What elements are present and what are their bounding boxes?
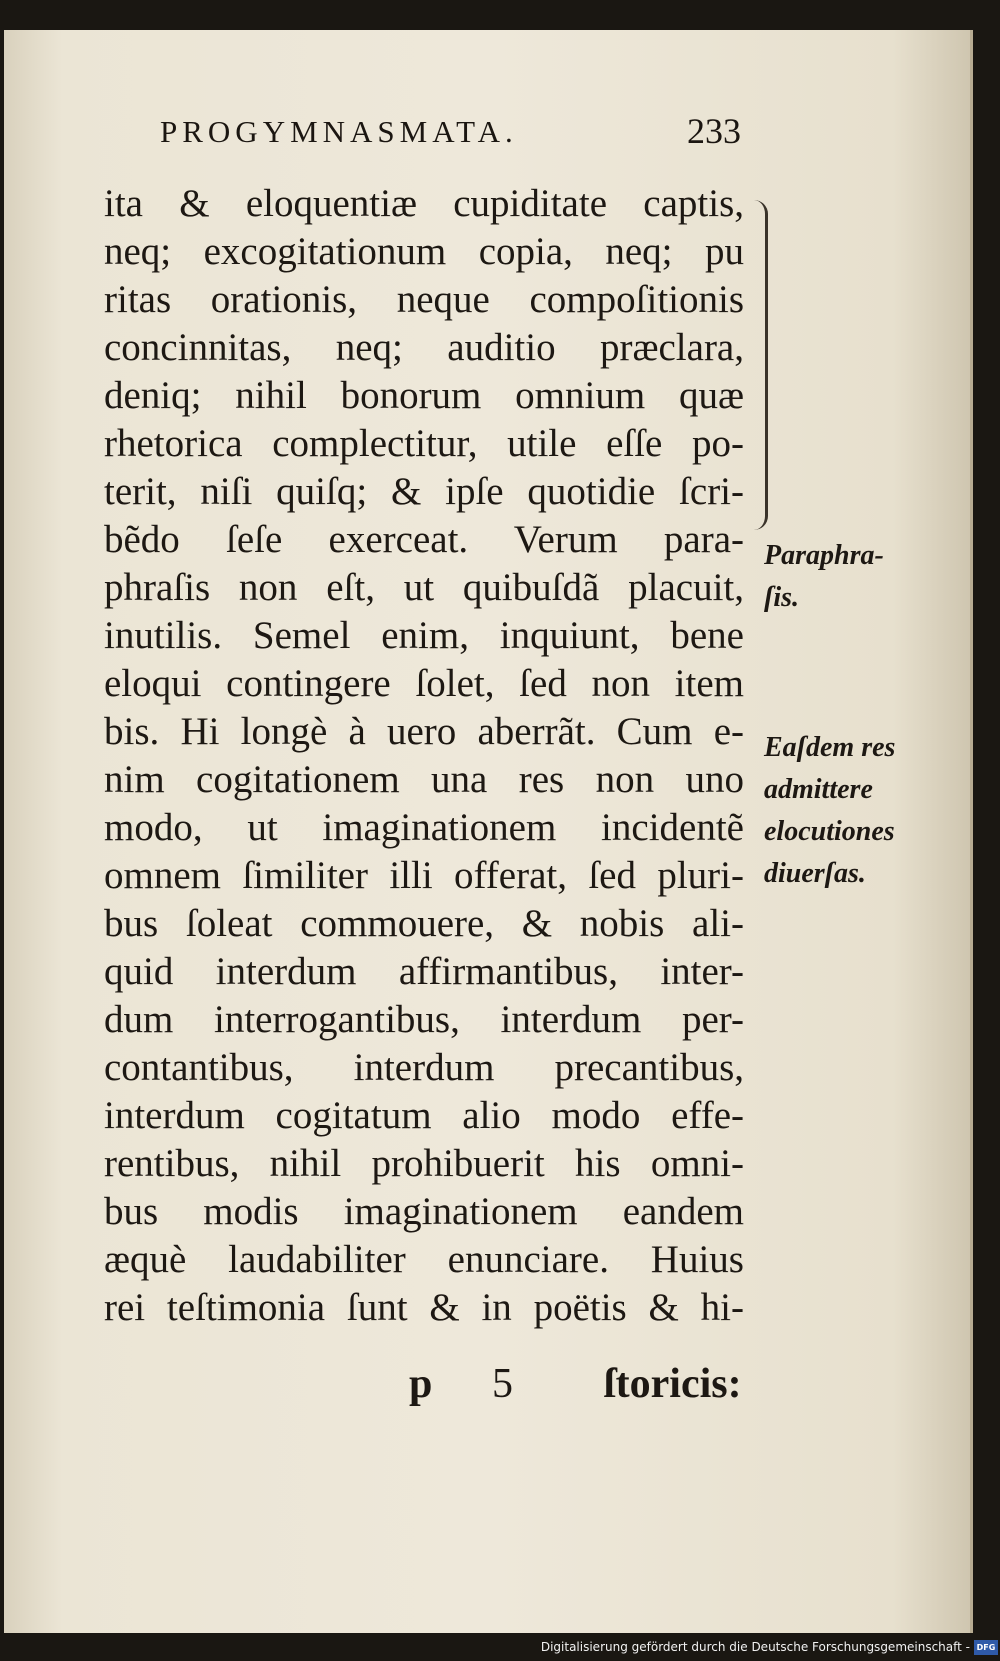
text-line: dum interrogantibus, interdum per- [104,998,744,1041]
marginal-line: elocutiones [764,816,895,847]
text-line: deniq; nihil bonorum omnium quæ [104,374,744,417]
marginal-line: Eaſdem res [764,732,896,763]
text-line: rentibus, nihil prohibuerit his omni- [104,1142,744,1185]
signature-mark: p [409,1361,433,1407]
page-number: 233 [687,111,741,151]
text-line: nim cogitationem una res non uno [104,758,744,801]
running-head: PROGYMNASMATA. [160,114,518,149]
marginal-line: Paraphra- [764,540,884,571]
text-line: neq; excogitationum copia, neq; pu [104,230,744,273]
marginal-line: admittere [764,774,873,805]
text-line: bis. Hi longè à uero aberrãt. Cum e- [104,710,744,753]
text-line: æquè laudabiliter enunciare. Huius [104,1238,744,1281]
text-line: quid interdum affirmantibus, inter- [104,950,744,993]
text-line: ritas orationis, neque compoſitionis [104,278,744,321]
text-line: phraſis non eſt, ut quibuſdã placuit, [104,566,744,609]
main-text [104,180,744,1332]
text-line: interdum cogitatum alio modo effe- [104,1094,744,1137]
dfg-logo-icon: DFG [974,1640,998,1655]
handwritten-bracket [749,200,768,530]
text-line: omnem ſimiliter illi offerat, ſed pluri- [104,854,744,897]
text-line: rhetorica complectitur, utile eſſe po- [104,422,744,465]
text-line: bus ſoleat commouere, & nobis ali- [104,902,744,945]
text-line: concinnitas, neq; auditio præclara, [104,326,744,369]
text-line: rei teſtimonia ſunt & in poëtis & hi- [104,1286,744,1329]
text-line: inutilis. Semel enim, inquiunt, bene [104,614,744,657]
text-line: contantibus, interdum precantibus, [104,1046,744,1089]
catchword: ſtoricis: [604,1361,742,1407]
text-line: ita & eloquentiæ cupiditate captis, [104,182,744,225]
page-header [154,110,754,160]
text-line: bẽdo ſeſe exerceat. Verum para- [104,518,744,561]
page-footer [104,1360,764,1420]
marginal-line: diuerſas. [764,858,866,889]
marginal-note-elocutiones [764,727,895,895]
book-page [4,30,973,1633]
text-line: bus modis imaginationem eandem [104,1190,744,1233]
marginal-note-paraphrasis [764,535,884,619]
text-line: terit, niſi quiſq; & ipſe quotidie ſcri- [104,470,744,513]
marginal-line: ſis. [764,582,799,613]
signature-number: 5 [492,1361,513,1407]
digitization-credit [540,1637,1000,1661]
credit-text: Digitalisierung gefördert durch die Deutsche Forschungsgemeinschaft - [540,1640,970,1654]
text-line: modo, ut imaginationem incidentẽ [104,806,744,849]
text-line: eloqui contingere ſolet, ſed non item [104,662,744,705]
